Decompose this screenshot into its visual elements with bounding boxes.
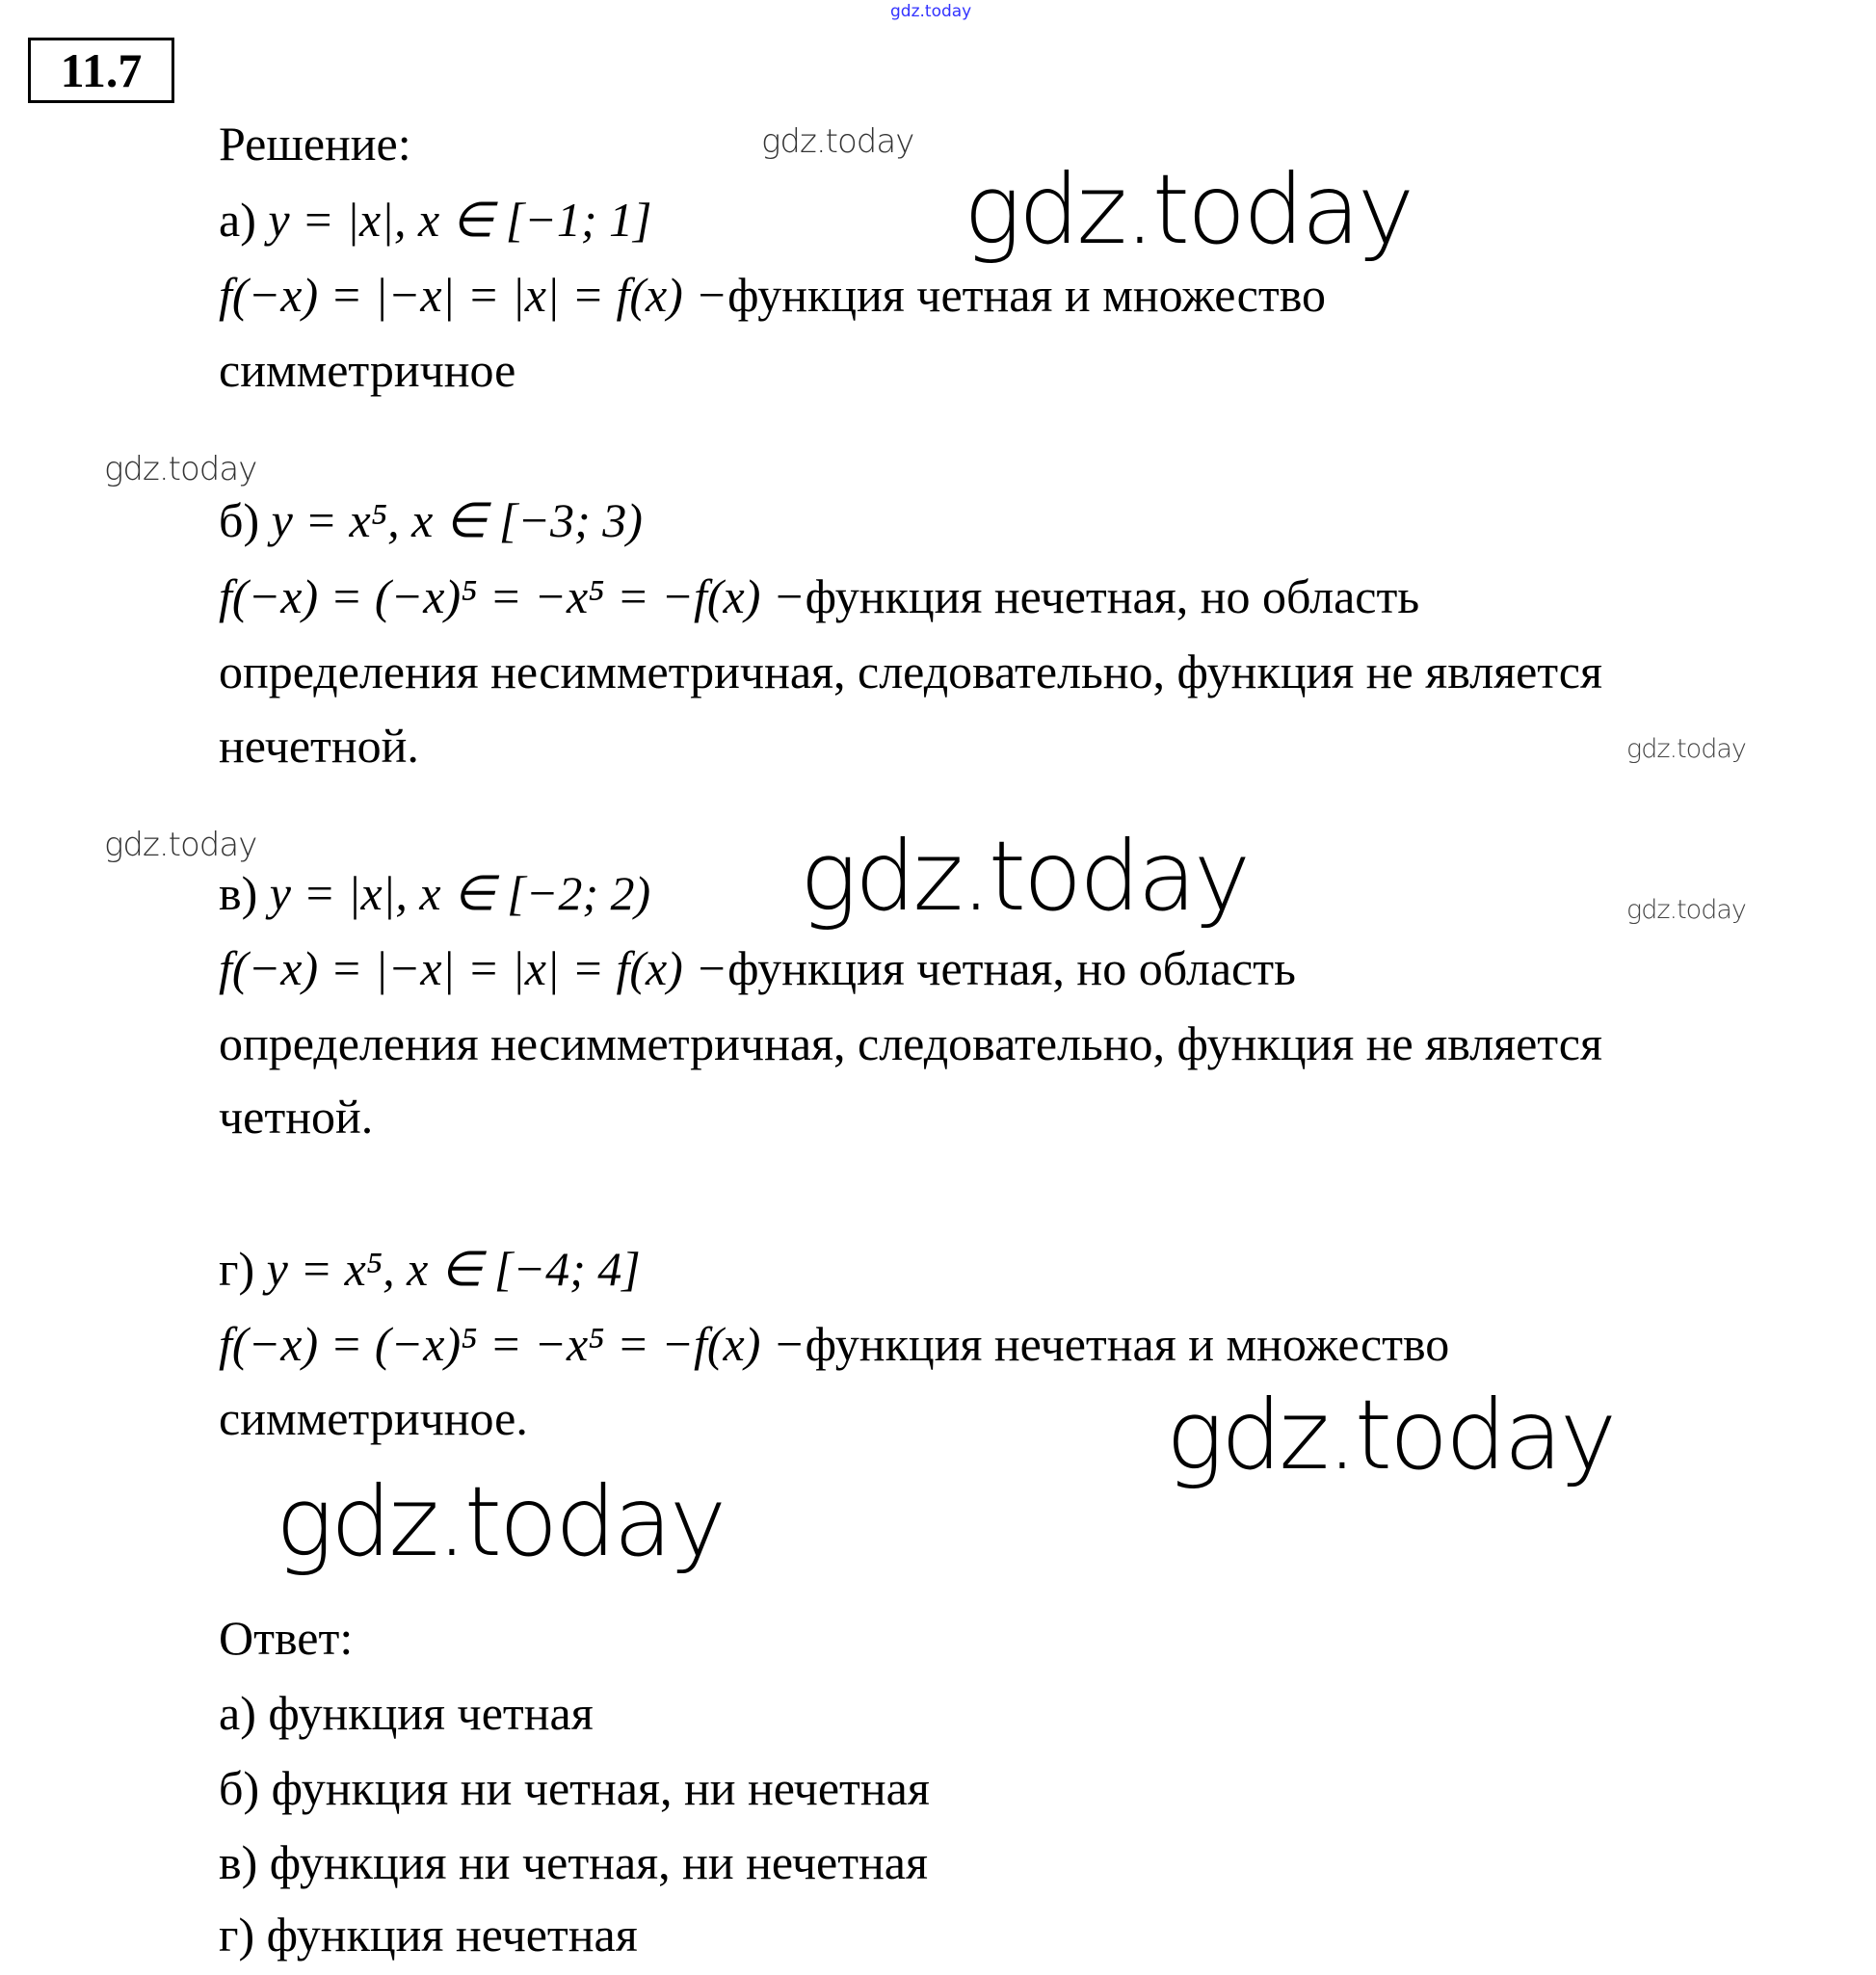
text: г): [219, 1242, 267, 1296]
math-expression: f(−x) = |−x| = |x| = f(x) −: [219, 268, 728, 322]
solution-line: [219, 1391, 528, 1445]
text: определения несимметричная, следовательно, функция не является: [219, 645, 1602, 698]
text: симметричное: [219, 343, 516, 397]
text: функция нечетная, но область: [805, 569, 1420, 623]
text: а): [219, 193, 269, 247]
text: функция четная и множество: [727, 268, 1326, 322]
solution-line: [219, 493, 643, 547]
answer-label: Ответ:: [219, 1611, 354, 1665]
math-expression: y = |x|, x ∈ [−1; 1]: [268, 193, 652, 247]
text: четной.: [219, 1090, 374, 1144]
solution-line: [219, 343, 516, 397]
watermark: gdz.today: [1626, 734, 1746, 764]
math-expression: f(−x) = (−x)⁵ = −x⁵ = −f(x) −: [219, 1317, 806, 1371]
solution-line: [219, 268, 1326, 322]
solution-line: [219, 647, 1602, 696]
exercise-number: 11.7: [28, 38, 174, 103]
solution-line: [219, 941, 1296, 995]
watermark: gdz.today: [761, 122, 914, 161]
answer-item: в) функция ни четная, ни нечетная: [219, 1835, 928, 1889]
top-watermark: gdz.today: [890, 2, 972, 21]
text: определения несимметричная, следовательно, функция не является: [219, 1016, 1602, 1070]
math-expression: f(−x) = |−x| = |x| = f(x) −: [219, 941, 728, 995]
text: симметричное.: [219, 1391, 528, 1445]
math-expression: y = x⁵, x ∈ [−3; 3): [271, 493, 643, 547]
watermark: gdz.today: [1166, 1379, 1615, 1491]
math-expression: f(−x) = (−x)⁵ = −x⁵ = −f(x) −: [219, 569, 806, 623]
solution-line: [219, 719, 419, 773]
watermark: gdz.today: [800, 820, 1249, 933]
solution-line: [219, 1090, 374, 1144]
watermark: gdz.today: [104, 450, 257, 488]
solution-line: [219, 1317, 1450, 1371]
watermark: gdz.today: [964, 153, 1413, 266]
watermark: gdz.today: [276, 1465, 725, 1578]
text: функция четная, но область: [727, 941, 1296, 995]
math-expression: y = |x|, x ∈ [−2; 2): [269, 866, 651, 920]
solution-line: [219, 1016, 1602, 1070]
watermark: gdz.today: [1626, 895, 1746, 925]
solution-line: [219, 866, 651, 920]
text: в): [219, 866, 270, 920]
solution-line: [219, 193, 652, 247]
solution-line: [219, 1242, 641, 1296]
text: нечетной.: [219, 719, 419, 773]
solution-label: Решение:: [219, 117, 411, 171]
answer-item: б) функция ни четная, ни нечетная: [219, 1761, 930, 1815]
text: функция нечетная и множество: [805, 1317, 1450, 1371]
answer-item: а) функция четная: [219, 1686, 594, 1740]
text: б): [219, 493, 272, 547]
watermark: gdz.today: [104, 826, 257, 864]
answer-item: г) функция нечетная: [219, 1908, 638, 1962]
solution-line: [219, 569, 1420, 623]
math-expression: y = x⁵, x ∈ [−4; 4]: [266, 1242, 641, 1296]
